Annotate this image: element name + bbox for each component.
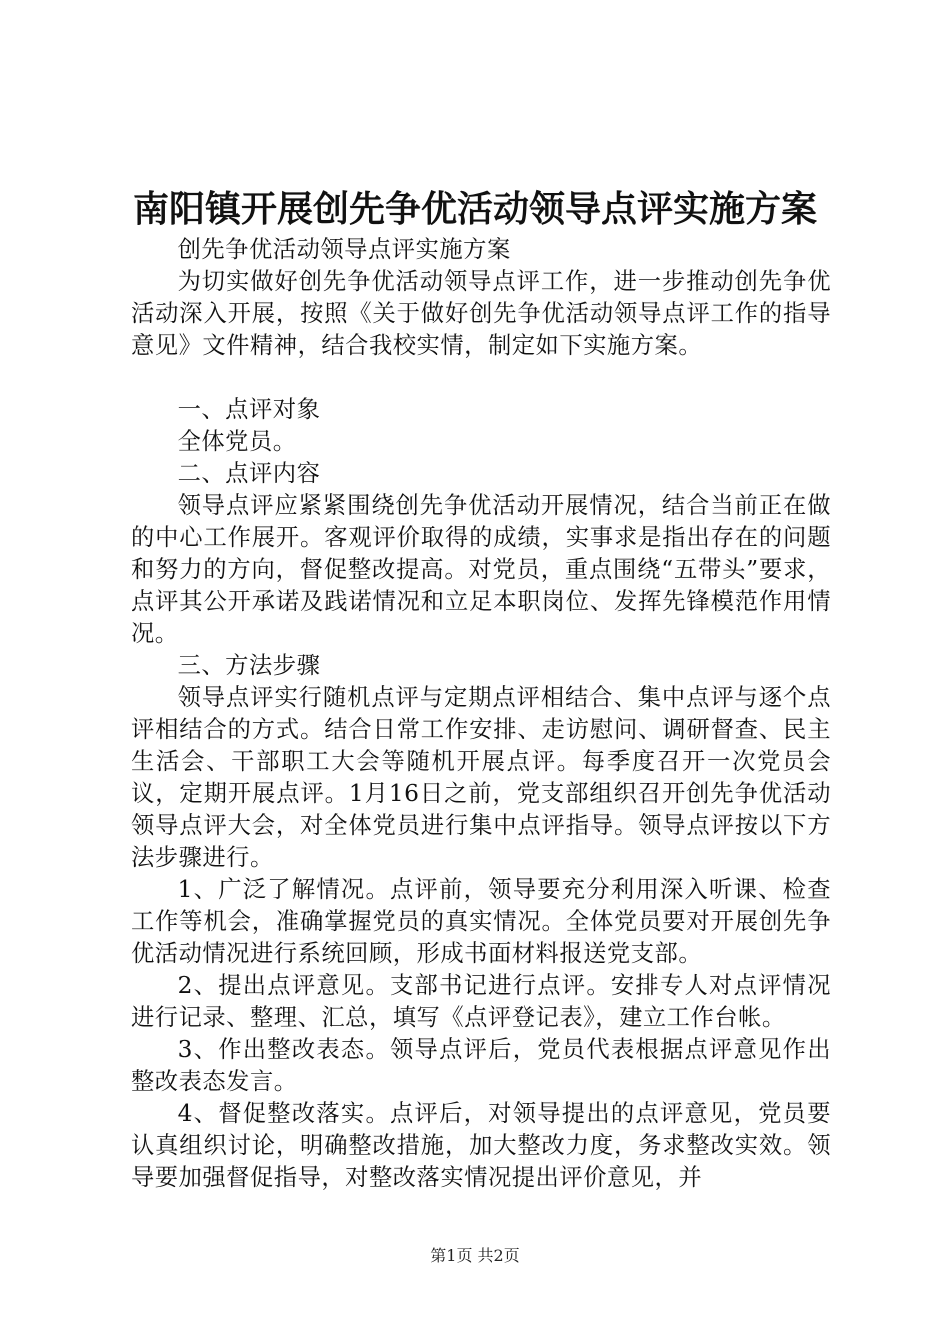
document-body [131, 234, 831, 1194]
page-footer: 第1页 共2页 [430, 1246, 520, 1265]
step-3-paragraph: 3、作出整改表态。领导点评后，党员代表根据点评意见作出整改表态发言。 [131, 1036, 831, 1095]
subtitle-paragraph: 创先争优活动领导点评实施方案 [177, 236, 511, 263]
section-heading-targets: 一、点评对象 [177, 396, 321, 423]
section-heading-methods: 三、方法步骤 [177, 652, 321, 679]
intro-paragraph: 为切实做好创先争优活动领导点评工作，进一步推动创先争优活动深入开展，按照《关于做好创先争优活动领导点评工作的指导意见》文件精神，结合我校实情，制定如下实施方案。 [131, 268, 831, 359]
step-2-paragraph: 2、提出点评意见。支部书记进行点评。安排专人对点评情况进行记录、整理、汇总，填写《点评登记表》，建立工作台帐。 [131, 972, 831, 1031]
section-heading-content: 二、点评内容 [177, 460, 321, 487]
step-4-paragraph: 4、督促整改落实。点评后，对领导提出的点评意见，党员要认真组织讨论，明确整改措施，加大整改力度，务求整改实效。领导要加强督促指导，对整改落实情况提出评价意见，并 [131, 1100, 831, 1191]
document-title: 南阳镇开展创先争优活动领导点评实施方案 [132, 188, 817, 230]
step-1-paragraph: 1、广泛了解情况。点评前，领导要充分利用深入听课、检查工作等机会，准确掌握党员的真实情况。全体党员要对开展创先争优活动情况进行系统回顾，形成书面材料报送党支部。 [131, 876, 831, 967]
targets-paragraph: 全体党员。 [177, 428, 297, 455]
methods-paragraph: 领导点评实行随机点评与定期点评相结合、集中点评与逐个点评相结合的方式。结合日常工作安排、走访慰问、调研督查、民主生活会、干部职工大会等随机开展点评。每季度召开一次党员会议，定期开展点评。1月16日之前，党支部组织召开创先争优活动领导点评大会，对全体党员进行集中点评指导。领导点评按以下方法步骤进行。 [131, 684, 831, 871]
content-paragraph: 领导点评应紧紧围绕创先争优活动开展情况，结合当前正在做的中心工作展开。客观评价取得的成绩，实事求是指出存在的问题和努力的方向，督促整改提高。对党员，重点围绕“五带头”要求，点评其公开承诺及践诺情况和立足本职岗位、发挥先锋模范作用情况。 [131, 492, 831, 647]
